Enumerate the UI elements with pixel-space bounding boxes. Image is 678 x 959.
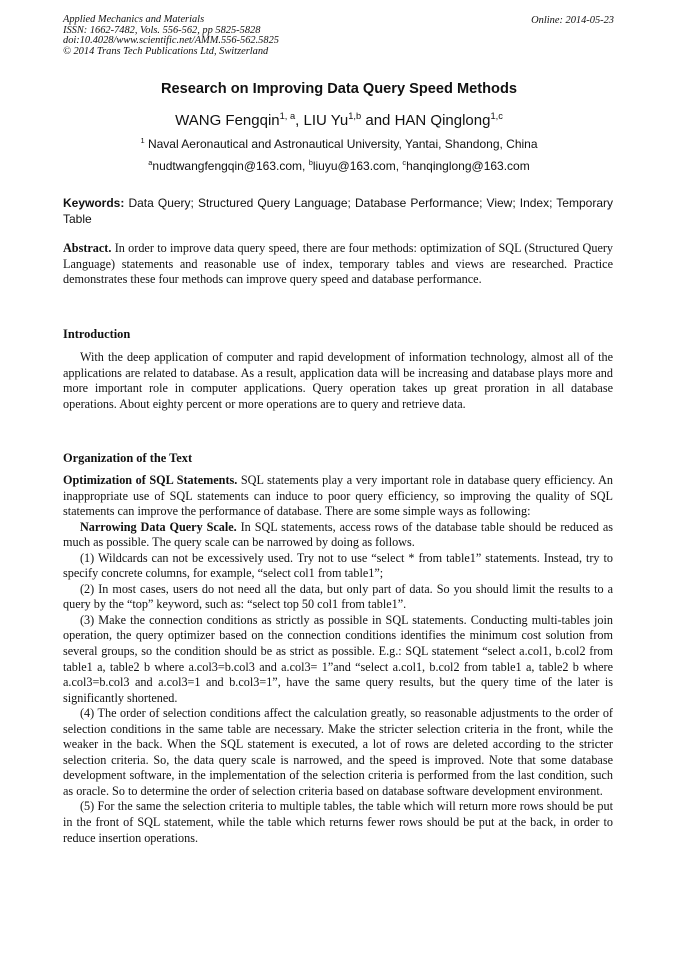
keywords (63, 196, 613, 227)
author-1-sup: 1, a (279, 111, 296, 121)
sql-label: Optimization of SQL Statements. (63, 473, 238, 487)
email-b[interactable]: liuyu@163.com (312, 159, 396, 173)
list-item-3: (3) Make the connection conditions as strictly as possible in SQL statements. Conducting multi-tables join operation, the query optimizer based on the connection conditions identifies the minimum cost solution from several groups, so the condition should be as strict as possible. E.g.: SQL statement “select a.col1, b.col2 from table1 a, table2 b where a.col3=b.col3 and a.col3= 1”and “select a.col1, b.col2 from table1 a, table2 b where a.col3=b.col3 and a.col3=1 and b.col3=1”, have the same query results, but the query time of the later is significantly shortened. (63, 612, 613, 705)
email-sep-2: , (395, 159, 403, 173)
email-a-sup: a (148, 158, 153, 167)
paper-title: Research on Improving Data Query Speed Methods (160, 81, 517, 97)
organization-heading: Organization of the Text (63, 451, 193, 465)
email-sep-1: , (302, 159, 309, 173)
journal-name: Applied Mechanics and Materials (63, 14, 205, 25)
narrow-label: Narrowing Data Query Scale. (80, 519, 237, 534)
abstract-label: Abstract. (63, 241, 112, 255)
list-item-5: (5) For the same the selection criteria to multiple tables, the table which will return more rows should be put in the front of SQL statement, while the table which returns fewer rows should be put at the back, in order to reduce insertion operations. (63, 799, 613, 845)
author-2: LIU Yu (303, 112, 349, 129)
keywords-text: Data Query; Structured Query Language; Database Performance; View; Index; Temporary Table (63, 196, 613, 226)
sql-text: SQL statements play a very important role in database query efficiency. An inappropriate use of SQL statements can induce to poor query efficiency, so improving the quality of SQL statements can improve the performance of database. There are some simple ways as following: (63, 473, 614, 519)
copyright-line: © 2014 Trans Tech Publications Ltd, Switzerland (63, 45, 269, 57)
sql-paragraph (63, 473, 613, 520)
email-c[interactable]: hanqinglong@163.com (406, 159, 530, 173)
author-3-sup: 1,c (490, 111, 503, 121)
abstract-text: In order to improve data query speed, there are four methods: optimization of SQL (Structured Query Language) statements and reasonable use of index, temporary tables and views are researched. Practice demonstrates these four methods can improve query speed and database performance. (63, 241, 613, 286)
email-b-sup: b (308, 158, 313, 167)
narrow-text: In SQL statements, access rows of the database table should be reduced as much as possible. The query scale can be narrowed by doing as follows. (63, 519, 613, 550)
list-item-2: (2) In most cases, users do not need all the data, but only part of data. So you should limit the results to a query by the “top” keyword, such as: “select top 50 col1 from table1”. (63, 581, 613, 612)
author-list (0, 112, 678, 129)
abstract (63, 241, 613, 288)
keywords-label: Keywords: (63, 196, 125, 210)
introduction-body (63, 350, 613, 412)
email-c-sup: c (402, 158, 407, 167)
affiliation-sup: 1 (140, 136, 145, 145)
narrow-paragraph (63, 520, 613, 551)
author-3: HAN Qinglong (394, 112, 491, 129)
author-1: WANG Fengqin (175, 112, 280, 129)
journal-meta (63, 15, 279, 57)
issn-line: ISSN: 1662-7482, Vols. 556-562, pp 5825-5828 (63, 24, 261, 36)
email-list (0, 159, 678, 173)
author-2-sup: 1,b (348, 111, 362, 121)
list-item-4: (4) The order of selection conditions affect the calculation greatly, so reasonable adjustments to the order of selection conditions in the same table are necessary. Make the stricter selection criteria in the front, while the weaker in the back. When the SQL statement is executed, a lot of rows are deleted according to the stricter selection criteria. So, the data query scale is narrowed, and the speed is improved. Note that some database development software, in the implementation of the selection criteria is performed from the last condition, such as oracle. So to determine the order of selection criteria based on database software development environment. (63, 706, 613, 798)
introduction-heading: Introduction (63, 327, 131, 341)
author-sep-2: and (361, 112, 395, 129)
email-a[interactable]: nudtwangfengqin@163.com (152, 159, 303, 173)
organization-body (63, 473, 613, 846)
list-item-1: (1) Wildcards can not be excessively used. Try not to use “select * from table1” statements. Instead, try to specify concrete columns, for example, “select col1 from table1”; (63, 550, 613, 581)
affiliation (0, 137, 678, 151)
introduction-paragraph: With the deep application of computer and rapid development of information technology, almost all of the applications are related to database. As a result, application data will be increasing and database plays more and more important role in computer applications. Query operation takes up great proration in all database operations. About eighty percent or more operations are to query and retrieve data. (63, 350, 613, 411)
doi-line: doi:10.4028/www.scientific.net/AMM.556-562.5825 (63, 35, 279, 47)
author-sep-1: , (295, 112, 304, 129)
online-date: Online: 2014-05-23 (531, 15, 614, 26)
affiliation-text: Naval Aeronautical and Astronautical University, Yantai, Shandong, China (144, 137, 538, 151)
